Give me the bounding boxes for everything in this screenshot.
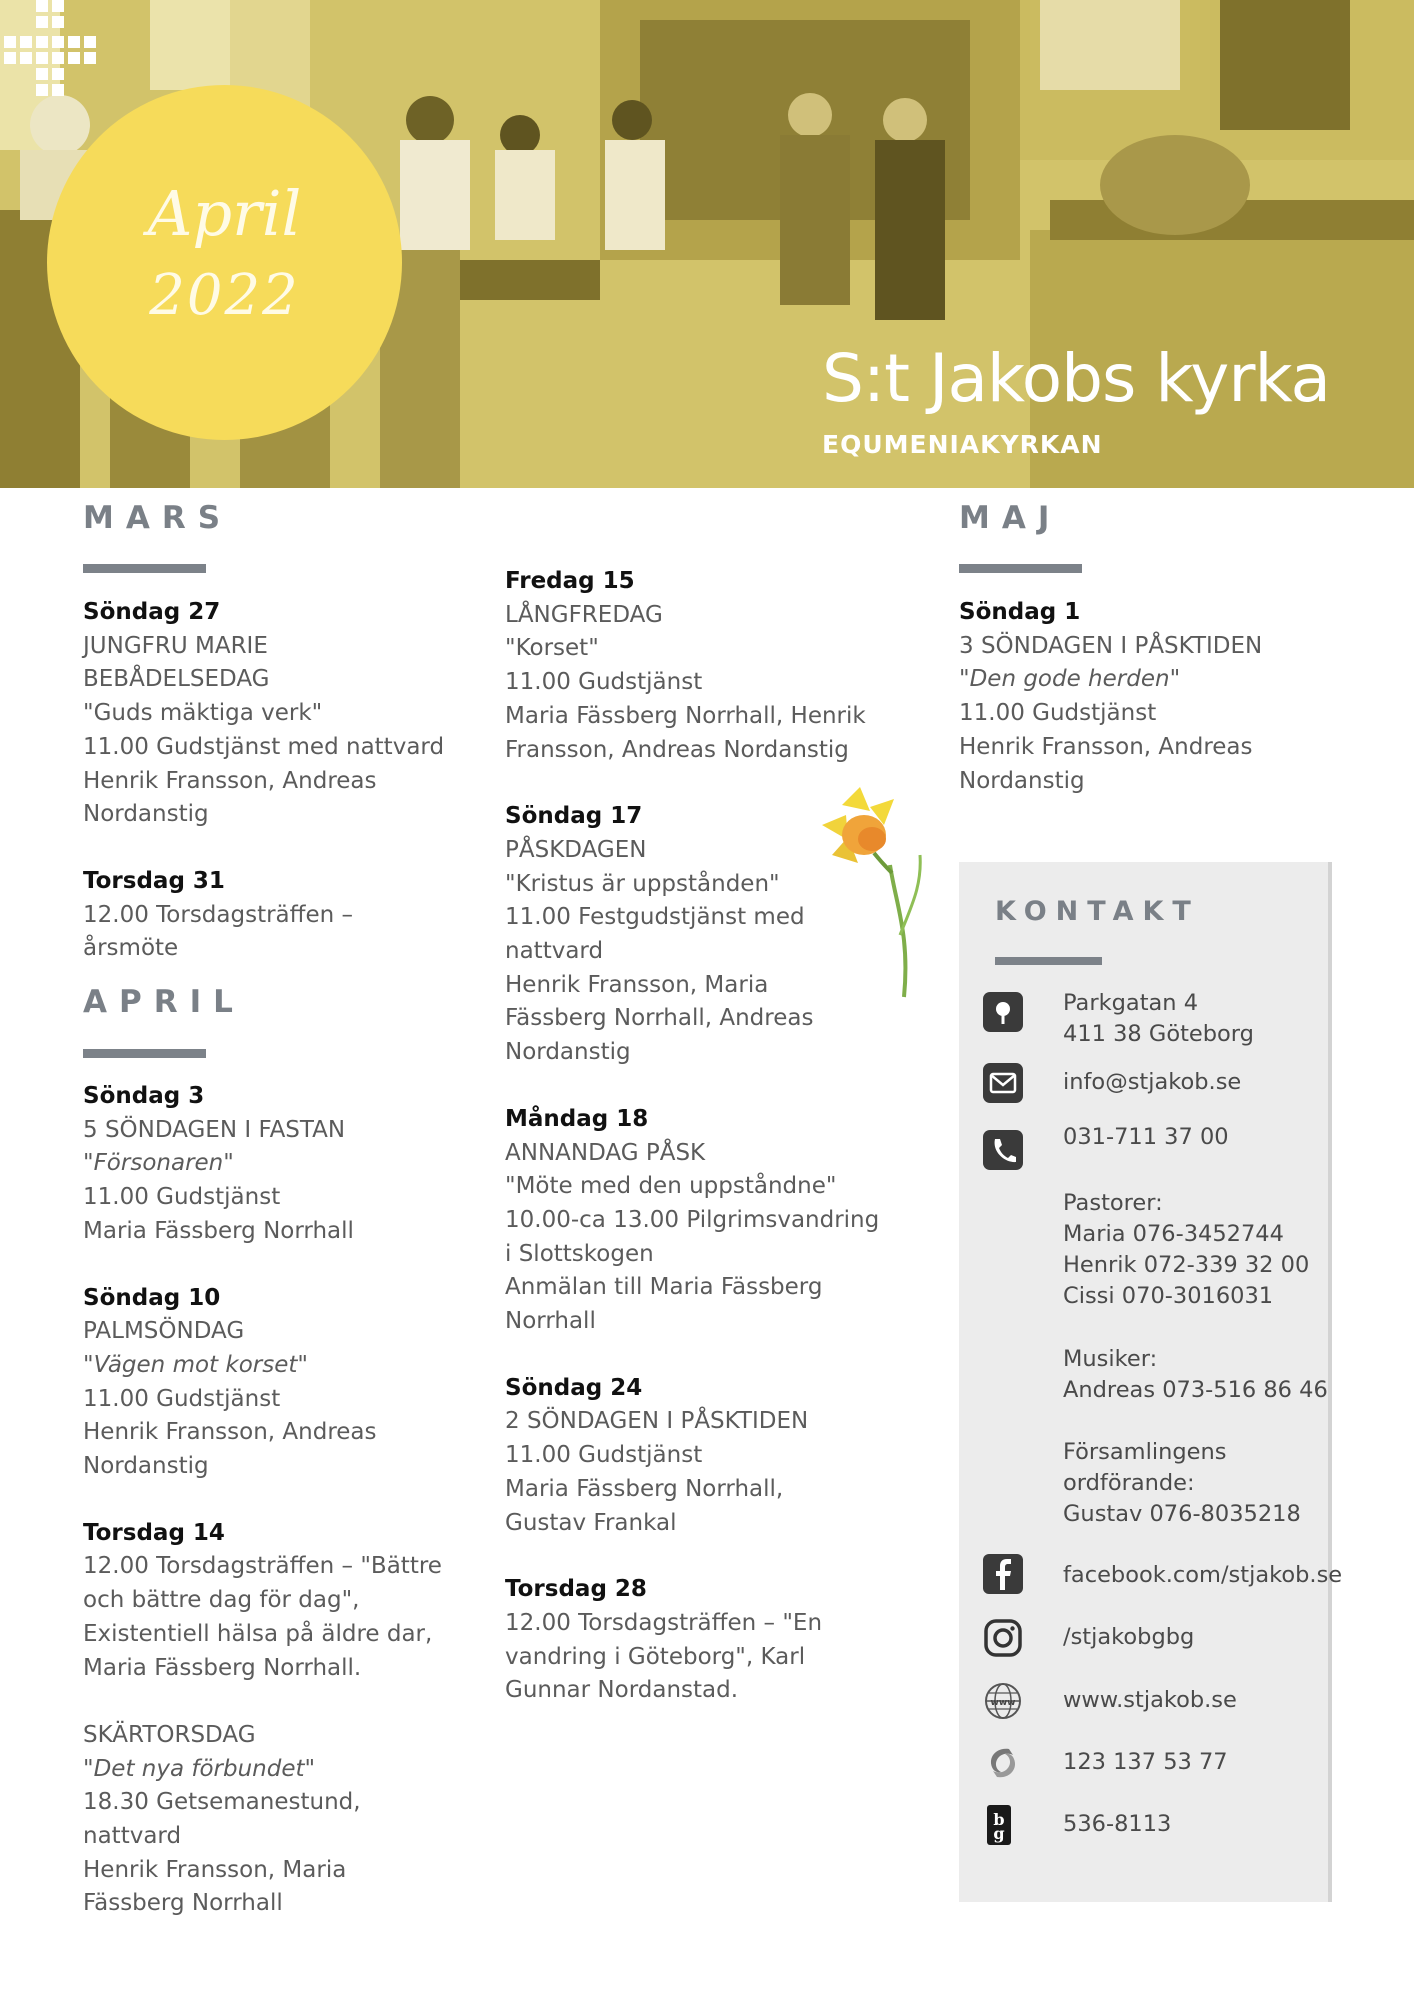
event-line: Henrik Fransson, Maria: [83, 1856, 347, 1883]
event-line: Gustav Frankal: [505, 1509, 677, 1536]
event-theme: "Försonaren": [83, 1150, 234, 1177]
event-day: Söndag 27: [83, 599, 221, 625]
event-line: Henrik Fransson, Andreas: [83, 767, 377, 794]
globe-icon: [983, 1681, 1023, 1721]
event-day: Söndag 10: [83, 1284, 221, 1311]
event-line: nattvard: [83, 1823, 182, 1850]
event-item: [959, 596, 1319, 798]
daffodil-icon: [812, 785, 927, 1000]
event-item: [83, 1080, 483, 1249]
church-cross-logo-icon: [0, 0, 100, 100]
svg-text:www: www: [990, 1698, 1016, 1708]
event-line: Henrik Fransson, Andreas: [83, 1419, 377, 1446]
year-label: 2022: [149, 263, 300, 328]
event-line: Henrik Fransson, Andreas: [959, 733, 1253, 760]
svg-text:b: b: [993, 1810, 1005, 1829]
mars-heading: MARS: [83, 500, 233, 536]
facebook-icon: [983, 1554, 1023, 1594]
event-item: [83, 1517, 483, 1921]
event-line: 11.00 Gudstjänst: [959, 700, 1157, 727]
event-line: 11.00 Gudstjänst: [505, 669, 703, 696]
pastor-contact: Henrik 072-339 32 00: [1063, 1252, 1310, 1278]
instagram-link[interactable]: /stjakobgbg: [1063, 1624, 1195, 1650]
event-line: PÅSKDAGEN: [505, 836, 647, 863]
event-item: [505, 565, 905, 767]
mars-divider: [83, 564, 206, 573]
church-name: S:t Jakobs kyrka: [822, 340, 1330, 417]
facebook-link[interactable]: facebook.com/stjakob.se: [1063, 1562, 1343, 1588]
event-line: 11.00 Gudstjänst: [83, 1184, 281, 1211]
event-item: [83, 1282, 483, 1484]
event-day: Torsdag 31: [83, 867, 225, 894]
month-label: April: [147, 177, 302, 250]
event-line: Gunnar Nordanstad.: [505, 1677, 739, 1704]
musician-block: [1063, 1344, 1328, 1406]
address-line-1: Parkgatan 4: [1063, 990, 1199, 1016]
event-spacer: [83, 1685, 483, 1719]
event-line: 12.00 Torsdagsträffen – "En: [505, 1609, 823, 1636]
bankgiro-icon: [983, 1805, 1023, 1845]
event-line: 2 SÖNDAGEN I PÅSKTIDEN: [505, 1408, 809, 1435]
event-day: Söndag 3: [83, 1083, 205, 1109]
hero-banner: [0, 0, 1414, 488]
event-line: Maria Fässberg Norrhall, Henrik: [505, 702, 866, 729]
event-day: Söndag 24: [505, 1374, 643, 1401]
event-line: 3 SÖNDAGEN I PÅSKTIDEN: [959, 632, 1263, 659]
instagram-icon: [983, 1618, 1023, 1658]
contact-heading: KONTAKT: [995, 896, 1200, 927]
event-line: 5 SÖNDAGEN I FASTAN: [83, 1116, 346, 1143]
event-day: Söndag 17: [505, 803, 643, 830]
event-line: 12.00 Torsdagsträffen – "Bättre: [83, 1553, 442, 1580]
pastors-block: [1063, 1188, 1309, 1312]
event-line: "Guds mäktiga verk": [83, 700, 323, 727]
event-line: Nordanstig: [83, 1453, 209, 1480]
date-circle: [47, 85, 402, 440]
event-day: Söndag 1: [959, 599, 1081, 625]
event-line: Nordanstig: [505, 1039, 631, 1066]
chair-block: [1063, 1437, 1301, 1530]
event-item: [505, 1573, 905, 1708]
event-line: Nordanstig: [83, 801, 209, 828]
event-line: SKÄRTORSDAG: [83, 1721, 256, 1748]
phone-number[interactable]: 031-711 37 00: [1063, 1124, 1229, 1150]
april-divider: [83, 1049, 206, 1058]
contact-panel: [959, 862, 1343, 1902]
event-line: ANNANDAG PÅSK: [505, 1139, 706, 1166]
pastor-contact: Cissi 070-3016031: [1063, 1283, 1274, 1309]
event-line: LÅNGFREDAG: [505, 601, 663, 628]
event-line: vandring i Göteborg", Karl: [505, 1643, 806, 1670]
event-line: nattvard: [505, 938, 604, 965]
maj-heading: MAJ: [959, 500, 1062, 536]
event-line: 11.00 Festgudstjänst med: [505, 904, 805, 931]
location-pin-icon: [983, 992, 1023, 1032]
pastors-label: Pastorer:: [1063, 1190, 1163, 1216]
event-line: 11.00 Gudstjänst med nattvard: [83, 733, 445, 760]
event-line: Henrik Fransson, Maria: [505, 971, 769, 998]
address-line-2: 411 38 Göteborg: [1063, 1021, 1254, 1047]
event-theme: "Den gode herden": [959, 666, 1181, 693]
phone-icon: [983, 1130, 1023, 1170]
event-theme: "Det nya förbundet": [83, 1755, 316, 1782]
event-line: Maria Fässberg Norrhall,: [505, 1475, 784, 1502]
event-item: [83, 865, 463, 966]
chair-contact: Gustav 076-8035218: [1063, 1501, 1301, 1527]
musician-contact: Andreas 073-516 86 46: [1063, 1377, 1328, 1403]
swish-number: 123 137 53 77: [1063, 1749, 1228, 1775]
website-link[interactable]: www.stjakob.se: [1063, 1687, 1237, 1713]
musician-label: Musiker:: [1063, 1346, 1158, 1372]
april-column-2: [505, 565, 905, 1741]
event-line: Anmälan till Maria Fässberg: [505, 1274, 823, 1301]
event-line: 11.00 Gudstjänst: [505, 1442, 703, 1469]
maj-column: [959, 596, 1319, 831]
april-heading: APRIL: [83, 984, 245, 1020]
event-line: Existentiell hälsa på äldre dar,: [83, 1620, 433, 1647]
pastor-contact: Maria 076-3452744: [1063, 1221, 1284, 1247]
april-column-1: [83, 1080, 483, 1954]
event-day: Torsdag 14: [83, 1519, 225, 1546]
event-line: Norrhall: [505, 1308, 596, 1335]
event-line: BEBÅDELSEDAG: [83, 666, 270, 693]
chair-label: Församlingens: [1063, 1439, 1227, 1465]
event-line: 12.00 Torsdagsträffen –: [83, 901, 354, 928]
event-line: JUNGFRU MARIE: [83, 632, 268, 659]
event-line: 10.00-ca 13.00 Pilgrimsvandring: [505, 1206, 880, 1233]
mars-column: [83, 596, 463, 999]
email-link[interactable]: info@stjakob.se: [1063, 1069, 1242, 1095]
event-line: 11.00 Gudstjänst: [83, 1385, 281, 1412]
chair-label-2: ordförande:: [1063, 1470, 1195, 1496]
event-line: Maria Fässberg Norrhall.: [83, 1654, 362, 1681]
event-day: Fredag 15: [505, 568, 635, 594]
event-theme: "Vägen mot korset": [83, 1351, 308, 1378]
event-line: Maria Fässberg Norrhall: [83, 1217, 354, 1244]
event-line: i Slottskogen: [505, 1240, 654, 1267]
event-item: [505, 1103, 905, 1339]
event-item: [83, 596, 463, 832]
contact-divider: [995, 957, 1102, 965]
church-subtitle: EQUMENIAKYRKAN: [822, 430, 1103, 459]
event-line: PALMSÖNDAG: [83, 1318, 245, 1345]
bankgiro-number: 536-8113: [1063, 1811, 1172, 1837]
event-line: 18.30 Getsemanestund,: [83, 1789, 361, 1816]
swish-icon: [983, 1743, 1023, 1783]
event-day: Måndag 18: [505, 1105, 649, 1132]
event-line: Fässberg Norrhall: [83, 1890, 283, 1917]
svg-text:g: g: [993, 1824, 1005, 1843]
event-line: "Möte med den uppståndne": [505, 1173, 837, 1200]
event-line: "Korset": [505, 635, 599, 662]
event-line: och bättre dag för dag",: [83, 1587, 360, 1614]
event-item: [505, 1372, 905, 1541]
event-line: "Kristus är uppstånden": [505, 870, 780, 897]
maj-divider: [959, 564, 1082, 573]
event-day: Torsdag 28: [505, 1576, 647, 1603]
email-icon: [983, 1063, 1023, 1103]
event-line: årsmöte: [83, 935, 179, 962]
event-line: Nordanstig: [959, 767, 1085, 794]
event-line: Fässberg Norrhall, Andreas: [505, 1005, 814, 1032]
event-line: Fransson, Andreas Nordanstig: [505, 736, 849, 763]
